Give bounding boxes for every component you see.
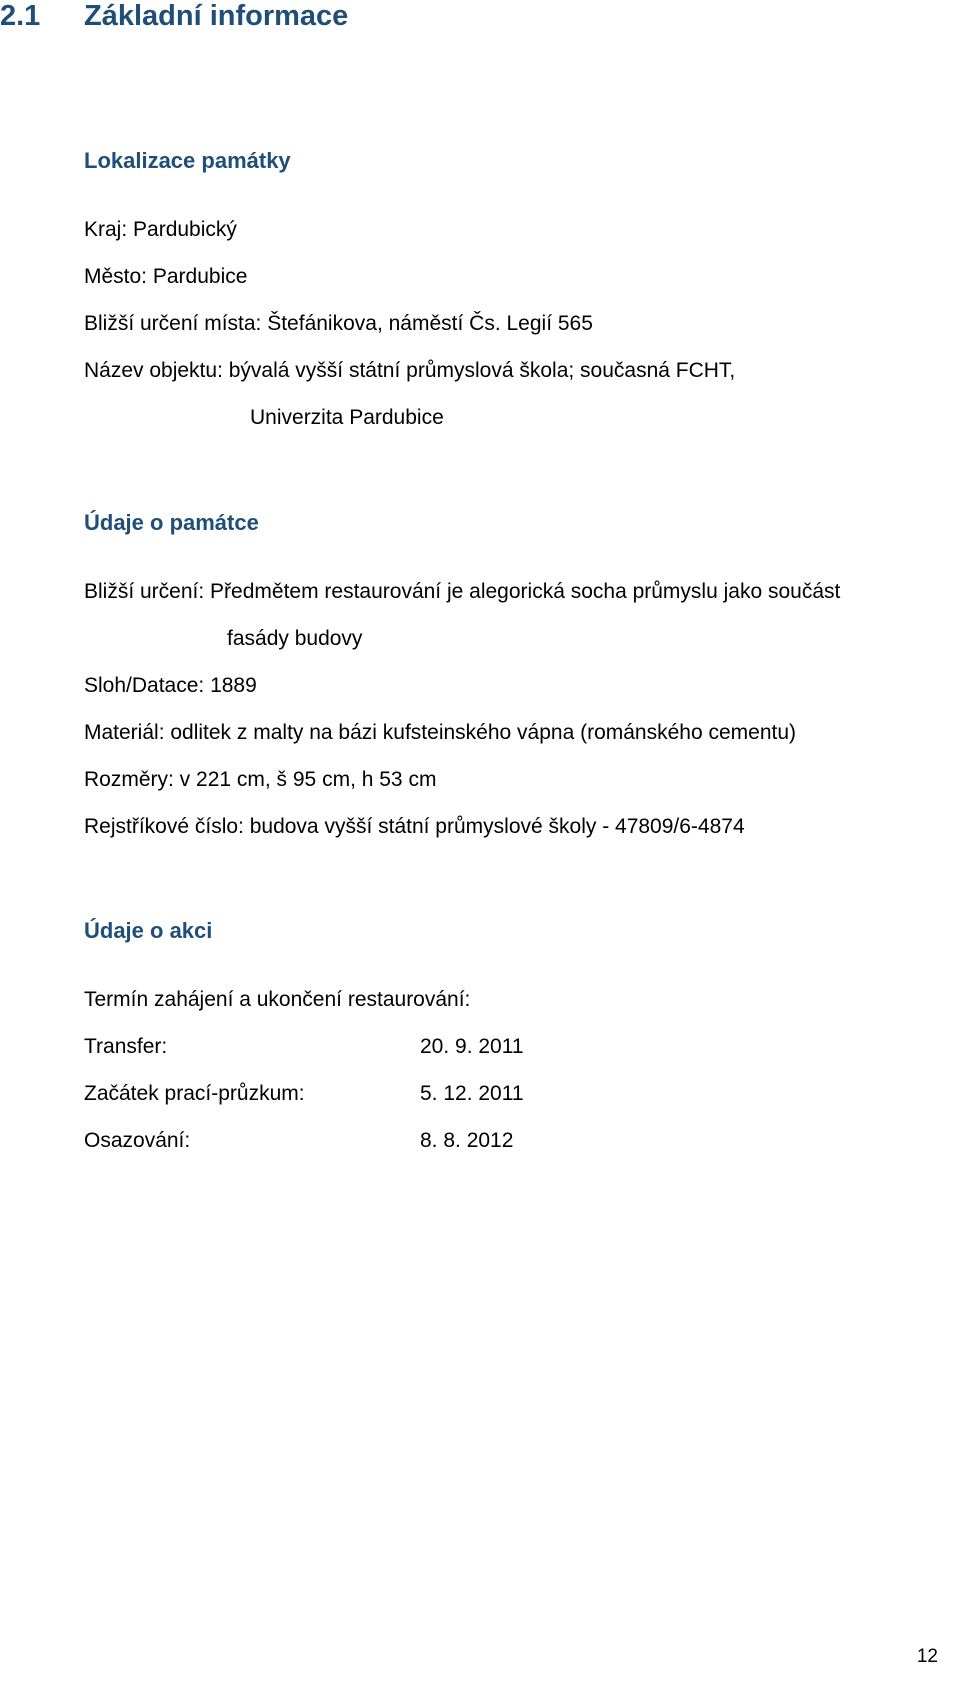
section-title: Základní informace xyxy=(84,0,349,32)
mesto-line: Město: Pardubice xyxy=(84,265,248,288)
section-heading xyxy=(0,0,348,33)
schedule-row-label: Začátek prací-průzkum: xyxy=(84,1082,305,1105)
urceni-line-1: Bližší určení: Předmětem restaurování je alegorická socha průmyslu jako součást xyxy=(84,580,841,603)
misto-line: Bližší určení místa: Štefánikova, náměstí Čs. Legií 565 xyxy=(84,312,593,335)
rejstrik-line: Rejstříkové číslo: budova vyšší státní průmyslové školy - 47809/6-4874 xyxy=(84,815,745,838)
subheading-udaje-akci: Údaje o akci xyxy=(84,918,213,943)
schedule-row-value: 5. 12. 2011 xyxy=(420,1082,524,1105)
rozmery-line: Rozměry: v 221 cm, š 95 cm, h 53 cm xyxy=(84,768,437,791)
schedule-row-value: 20. 9. 2011 xyxy=(420,1035,524,1058)
termin-line: Termín zahájení a ukončení restaurování: xyxy=(84,988,471,1011)
material-line: Materiál: odlitek z malty na bázi kufsteinského vápna (románského cementu) xyxy=(84,721,797,744)
kraj-line: Kraj: Pardubický xyxy=(84,218,237,241)
schedule-row-label: Transfer: xyxy=(84,1035,168,1058)
sloh-line: Sloh/Datace: 1889 xyxy=(84,674,257,697)
subheading-udaje-pamatce: Údaje o památce xyxy=(84,510,259,535)
nazev-line-2: Univerzita Pardubice xyxy=(250,406,444,429)
schedule-row-label: Osazování: xyxy=(84,1129,191,1152)
subheading-lokalizace: Lokalizace památky xyxy=(84,148,291,173)
urceni-line-2: fasády budovy xyxy=(227,627,363,650)
section-number: 2.1 xyxy=(0,0,41,32)
nazev-line-1: Název objektu: bývalá vyšší státní průmyslová škola; současná FCHT, xyxy=(84,359,736,382)
page-number: 12 xyxy=(916,1646,938,1667)
schedule-row-value: 8. 8. 2012 xyxy=(420,1129,514,1152)
